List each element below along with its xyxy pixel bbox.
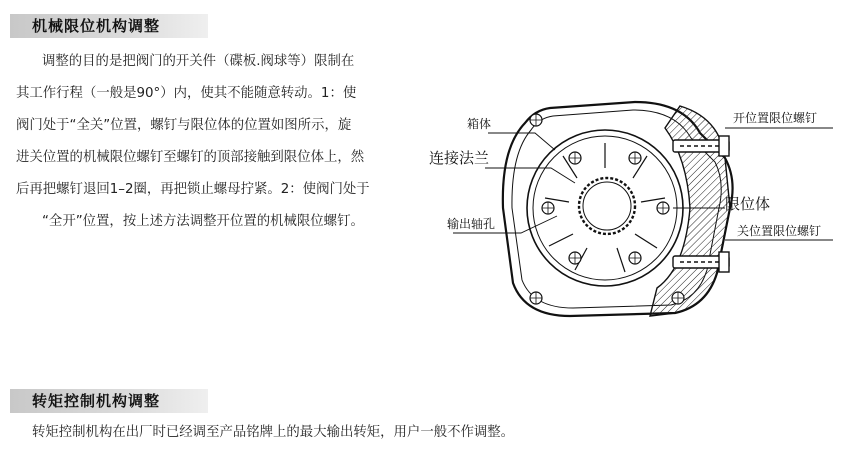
paragraph-line: 其工作行程（一般是90°）内，使其不能随意转动。1：使 bbox=[16, 86, 357, 101]
section-body-torque-control: 转矩控制机构在出厂时已经调至产品铭牌上的最大输出转矩，用户一般不作调整。 bbox=[32, 425, 515, 440]
paragraph-line: 调整的目的是把阀门的开关件（碟板.阀球等）限制在 bbox=[42, 54, 355, 69]
label-output-shaft-hole: 输出轴孔 bbox=[447, 217, 496, 231]
label-open-limit-screw: 开位置限位螺钉 bbox=[733, 111, 818, 125]
label-flange: 连接法兰 bbox=[429, 149, 490, 167]
paragraph-line: 进关位置的机械限位螺钉至螺钉的顶部接触到限位体上，然 bbox=[16, 150, 365, 165]
section-body-mechanical-limit bbox=[16, 46, 416, 238]
paragraph-line: 后再把螺钉退回1–2圈，再把锁止螺母拧紧。2：使阀门处于 bbox=[16, 182, 370, 197]
label-close-limit-screw: 关位置限位螺钉 bbox=[737, 224, 822, 238]
paragraph-line: “全开”位置，按上述方法调整开位置的机械限位螺钉。 bbox=[42, 214, 364, 229]
section-title-mechanical-limit: 机械限位机构调整 bbox=[32, 17, 161, 35]
label-housing: 箱体 bbox=[467, 117, 492, 131]
paragraph-line: 阀门处于“全关”位置，螺钉与限位体的位置如图所示，旋 bbox=[16, 118, 352, 133]
limit-mechanism-diagram bbox=[425, 88, 835, 323]
section-title-torque-control: 转矩控制机构调整 bbox=[32, 392, 161, 410]
label-stop-block: 限位体 bbox=[725, 195, 771, 213]
